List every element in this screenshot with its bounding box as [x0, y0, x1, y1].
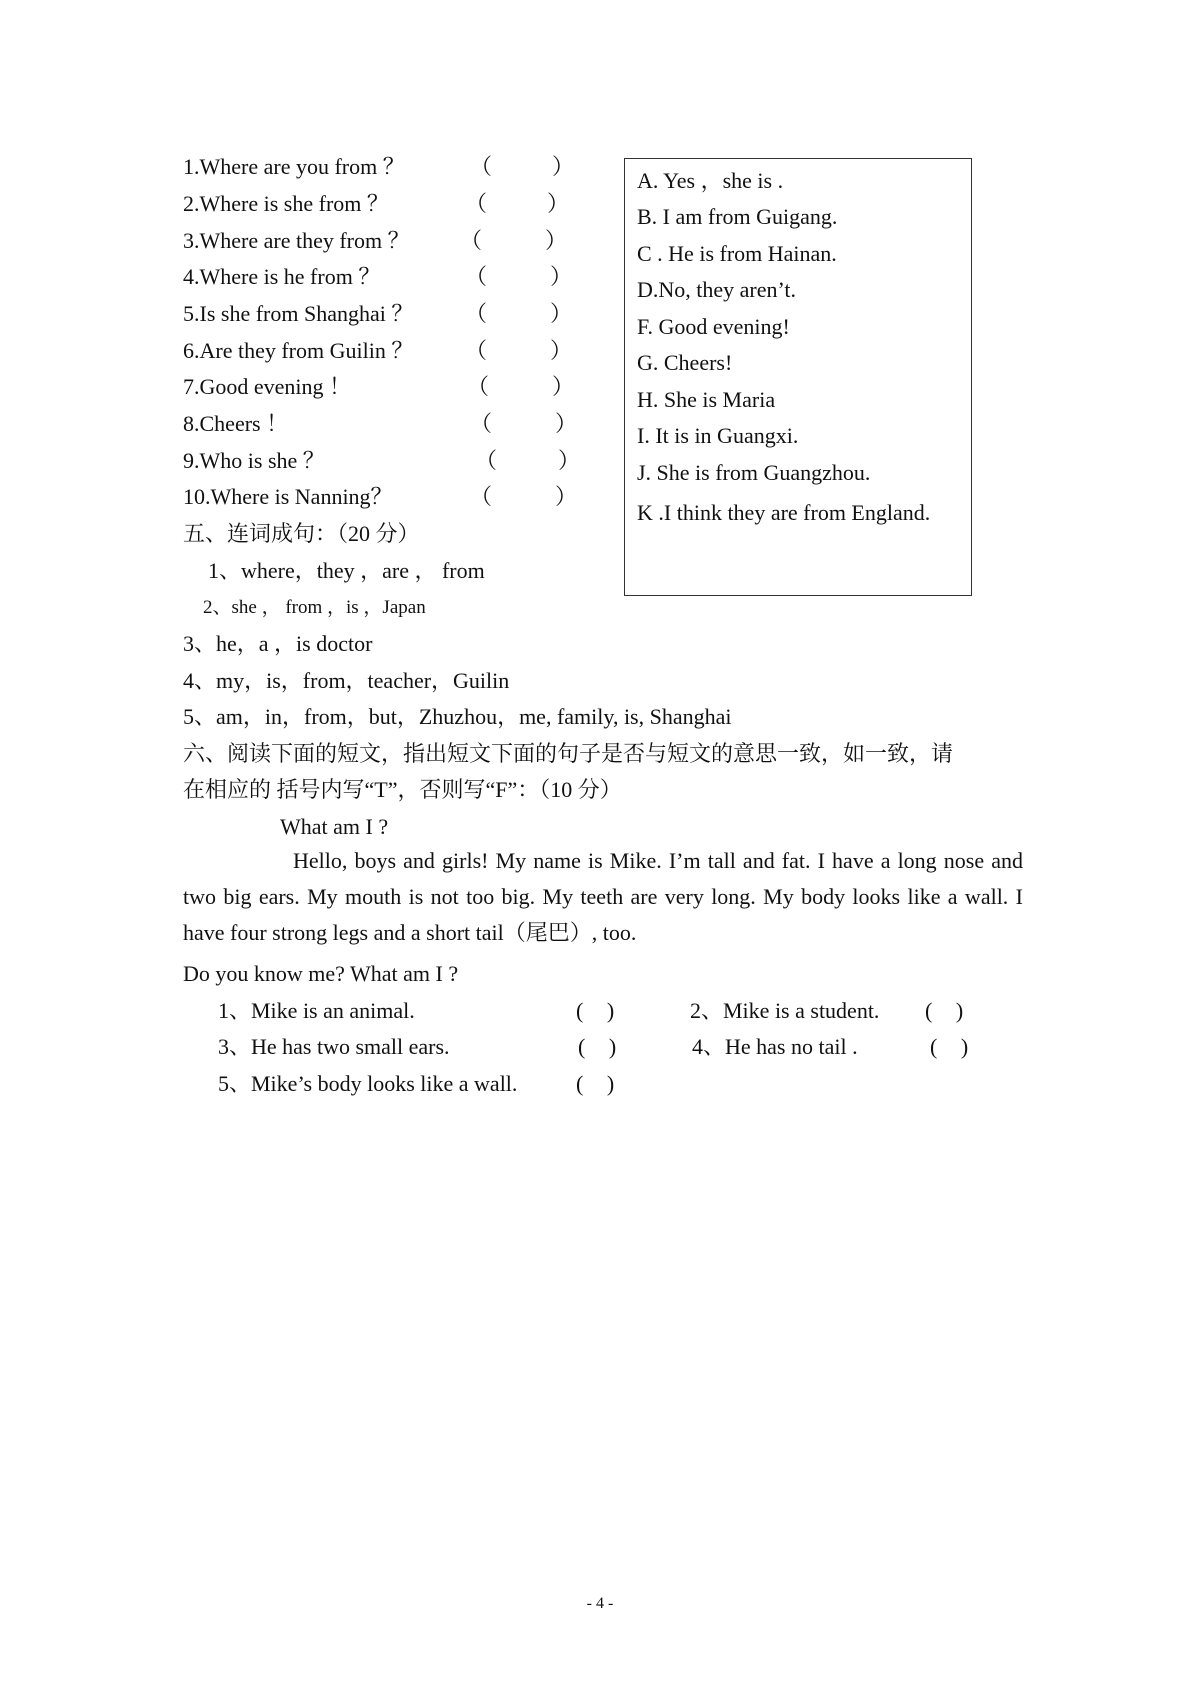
option-b: B. I am from Guigang.	[637, 204, 838, 229]
question-10: 10.Where is Nanning？	[183, 484, 393, 509]
answer-paren-open: （	[465, 264, 488, 289]
answer-paren-close: ）	[552, 154, 575, 179]
section-6-heading-cont: 在相应的 括号内写“T”，否则写“F”：（10 分）	[183, 777, 622, 802]
answer-paren-open: （	[470, 154, 493, 179]
answer-paren-open: （	[470, 484, 493, 509]
option-g: G. Cheers!	[637, 350, 733, 375]
question-1: 1.Where are you from ？	[183, 154, 405, 179]
option-j: J. She is from Guangzhou.	[637, 460, 871, 485]
passage-title: What am I ?	[280, 814, 389, 839]
passage-text: Hello, boys and girls! My name is Mike. I’m tall and fat. I have a long nose and two big ears. My mouth is not too big. My teeth are very long. My body looks like a wall. I have four strong legs and a short tail（尾巴）, too.	[183, 848, 1023, 945]
question-2: 2.Where is she from ？	[183, 191, 389, 216]
section-5-item-1: 1、where，they ，are ， from	[208, 558, 485, 583]
option-h: H. She is Maria	[637, 387, 776, 412]
statement-1: 1、Mike is an animal.	[218, 998, 415, 1023]
question-7: 7.Good evening ！	[183, 374, 352, 399]
section-5-item-5: 5、am，in，from，but，Zhuzhou，me, family, is, Shanghai	[183, 704, 732, 729]
statement-5: 5、Mike’s body looks like a wall.	[218, 1071, 518, 1096]
answer-paren-open: （	[470, 411, 493, 436]
option-k: K .I think they are from England.	[637, 500, 931, 525]
answer-paren-open: （	[467, 374, 490, 399]
answer-paren-open: （	[465, 338, 488, 363]
answer-paren-close: ）	[555, 411, 578, 436]
answer-paren-close: ）	[550, 301, 573, 326]
answer-paren-open: （	[475, 448, 498, 473]
answer-paren-open: （	[465, 191, 488, 216]
section-5-item-3: 3、he，a ，is doctor	[183, 631, 373, 656]
statement-2: 2、Mike is a student.	[690, 998, 880, 1023]
answer-paren-close: ）	[545, 228, 568, 253]
statement-3: 3、He has two small ears.	[218, 1034, 450, 1059]
answer-options-box	[624, 158, 972, 596]
statement-4-paren: ( )	[930, 1034, 969, 1059]
question-4: 4.Where is he from ？	[183, 264, 381, 289]
answer-paren-open: （	[460, 228, 483, 253]
question-3: 3.Where are they from ？	[183, 228, 410, 253]
answer-paren-close: ）	[558, 448, 581, 473]
question-5: 5.Is she from Shanghai ？	[183, 301, 414, 326]
statement-1-paren: ( )	[576, 998, 615, 1023]
option-i: I. It is in Guangxi.	[637, 423, 799, 448]
passage-closing: Do you know me? What am I ?	[183, 961, 459, 986]
answer-paren-close: ）	[547, 191, 570, 216]
section-5-item-2: 2、she ， from ，is ，Japan	[203, 597, 426, 618]
statement-2-paren: ( )	[925, 998, 964, 1023]
statement-4: 4、He has no tail .	[692, 1034, 858, 1059]
answer-paren-close: ）	[555, 484, 578, 509]
page-number: - 4 -	[586, 1595, 614, 1612]
question-8: 8.Cheers ！	[183, 411, 289, 436]
answer-paren-close: ）	[550, 338, 573, 363]
statement-3-paren: ( )	[578, 1034, 617, 1059]
statement-5-paren: ( )	[576, 1071, 615, 1096]
question-9: 9.Who is she ？	[183, 448, 325, 473]
section-6-heading: 六、阅读下面的短文，指出短文下面的句子是否与短文的意思一致，如一致，请	[183, 741, 954, 766]
answer-paren-open: （	[465, 301, 488, 326]
answer-paren-close: ）	[550, 264, 573, 289]
answer-paren-close: ）	[552, 374, 575, 399]
option-c: C . He is from Hainan.	[637, 241, 837, 266]
section-5-item-4: 4、my，is，from，teacher，Guilin	[183, 668, 510, 693]
option-d: D.No, they aren’t.	[637, 277, 797, 302]
question-6: 6.Are they from Guilin ？	[183, 338, 414, 363]
option-f: F. Good evening!	[637, 314, 790, 339]
section-5-heading: 五、连词成句：（20 分）	[183, 521, 420, 546]
option-a: A. Yes ，she is .	[637, 168, 784, 193]
